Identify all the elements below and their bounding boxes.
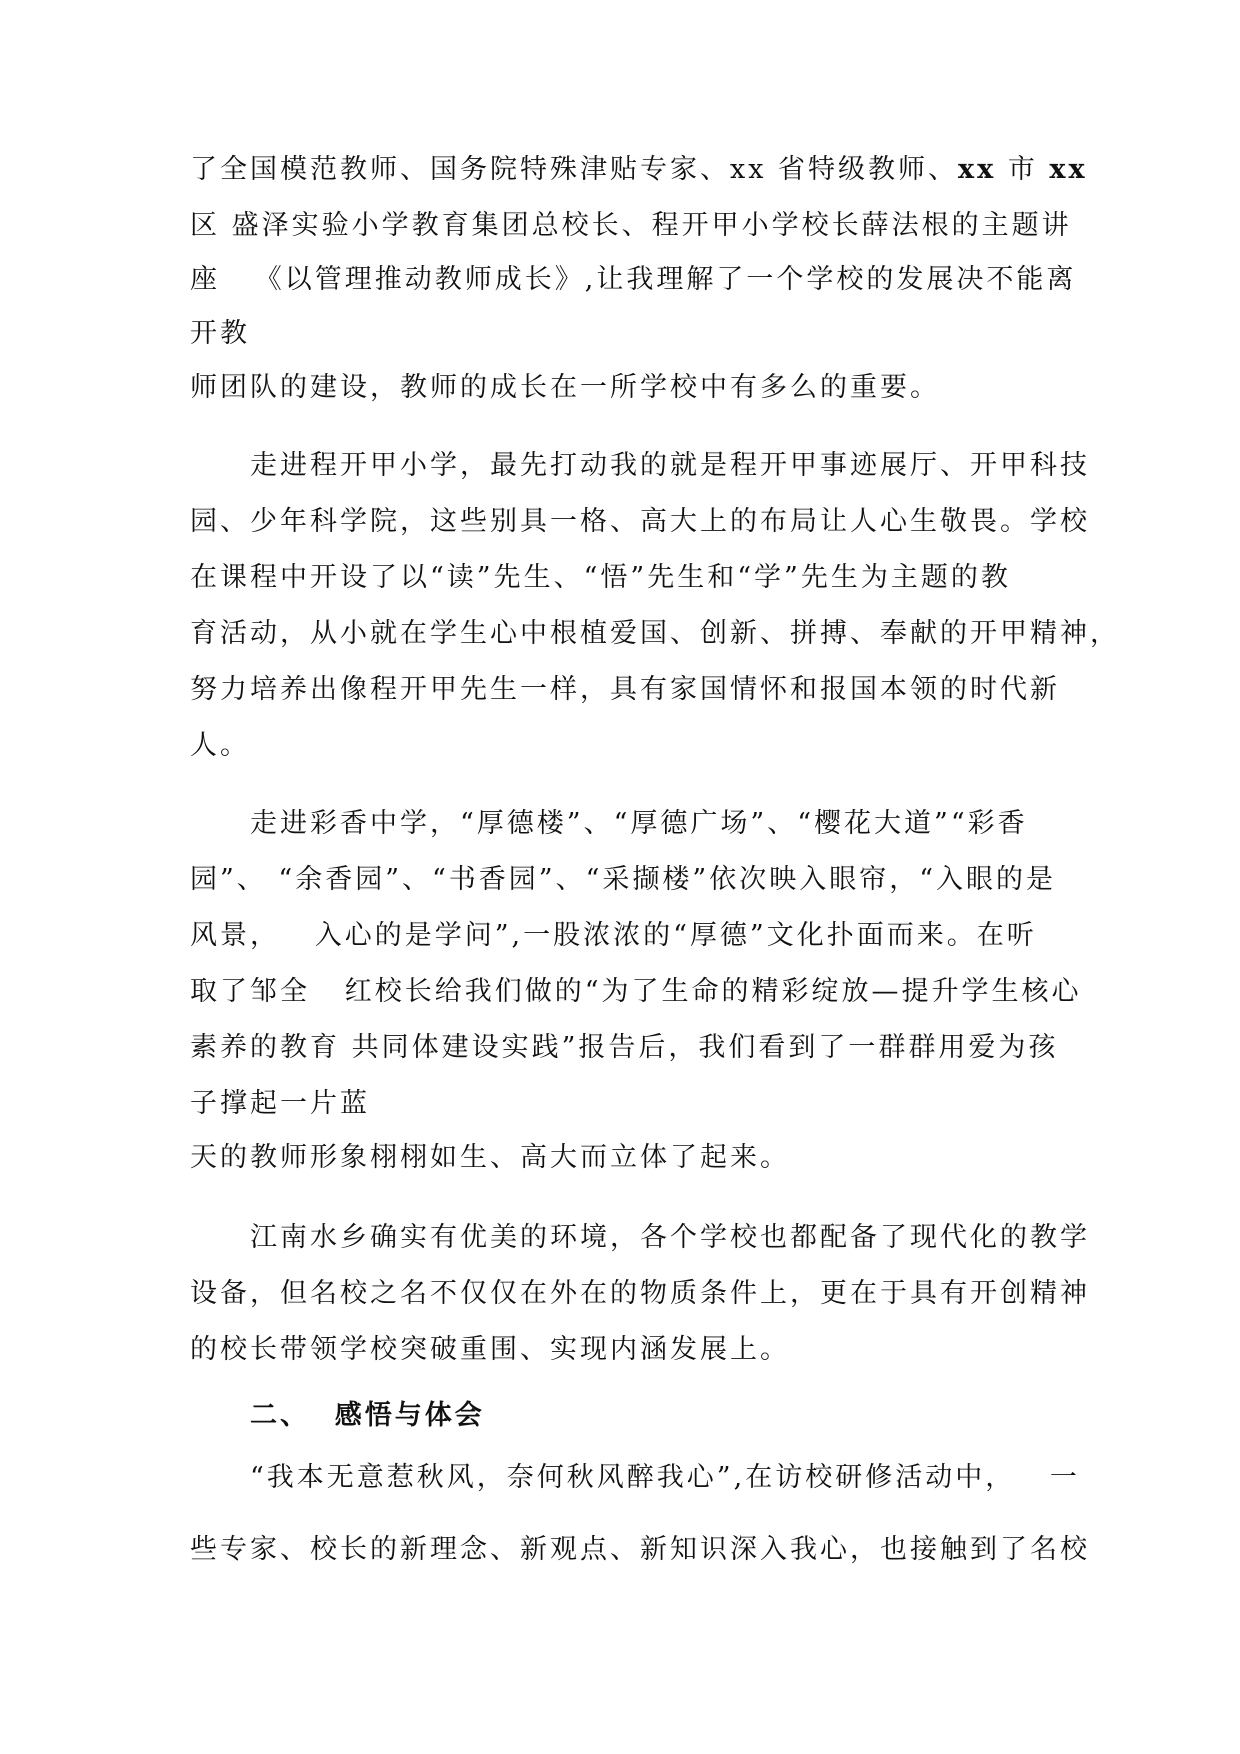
text-line: 在课程中开设了以“读”先生、“悟”先生和“学”先生为主题的教 (190, 562, 1011, 593)
text-line: 江南水乡确实有优美的环境，各个学校也都配备了现代化的教学 (250, 1222, 1090, 1253)
text-line: 区 盛泽实验小学教育集团总校长、程开甲小学校长薛法根的主题讲 (190, 210, 1072, 241)
text-line: 走进程开甲小学，最先打动我的就是程开甲事迹展厅、开甲科技 (250, 450, 1090, 481)
bold-text: xx (1049, 154, 1088, 185)
text-line: 园、少年科学院，这些别具一格、高大上的布局让人心生敬畏。学校 (190, 506, 1090, 537)
text-line: 些专家、校长的新理念、新观点、新知识深入我心，也接触到了名校 (190, 1534, 1090, 1565)
text-line: 取了邹全 红校长给我们做的“为了生命的精彩绽放—提升学生核心 (190, 976, 1082, 1007)
text-line: 天的教师形象栩栩如生、高大而立体了起来。 (190, 1142, 790, 1173)
text-line: 座 《以管理推动教师成长》,让我理解了一个学校的发展决不能离 (190, 264, 1077, 295)
text-line: 风景， 入心的是学问”,一股浓浓的“厚德”文化扑面而来。在听 (190, 920, 1037, 951)
bold-text: xx (958, 154, 997, 185)
text-line: 的校长带领学校突破重围、实现内涵发展上。 (190, 1334, 790, 1365)
text-line: 走进彩香中学，“厚德楼”、“厚德广场”、“樱花大道”“彩香 (250, 808, 1028, 839)
text-line: 了全国模范教师、国务院特殊津贴专家、xx 省特级教师、xx 市 xx (190, 154, 1088, 185)
text-line: 努力培养出像程开甲先生一样，具有家国情怀和报国本领的时代新 (190, 674, 1060, 705)
text-line: 育活动，从小就在学生心中根植爱国、创新、拼搏、奉献的开甲精神， (190, 618, 1120, 649)
section-heading: 二、 感悟与体会 (250, 1400, 485, 1431)
text-line: 设备，但名校之名不仅仅在外在的物质条件上，更在于具有开创精神 (190, 1278, 1090, 1309)
text-line: “我本无意惹秋风，奈何秋风醉我心”,在访校研修活动中， 一 (250, 1462, 1080, 1493)
text-line: 园”、 “余香园”、“书香园”、“采撷楼”依次映入眼帘，“入眼的是 (190, 864, 1057, 895)
text-line: 师团队的建设，教师的成长在一所学校中有多么的重要。 (190, 372, 940, 403)
text-line: 人。 (190, 730, 250, 761)
text-line: 素养的教育 共同体建设实践”报告后，我们看到了一群群用爱为孩 (190, 1032, 1059, 1063)
text-line: 开教 (190, 318, 250, 349)
text-line: 子撑起一片蓝 (190, 1088, 370, 1119)
